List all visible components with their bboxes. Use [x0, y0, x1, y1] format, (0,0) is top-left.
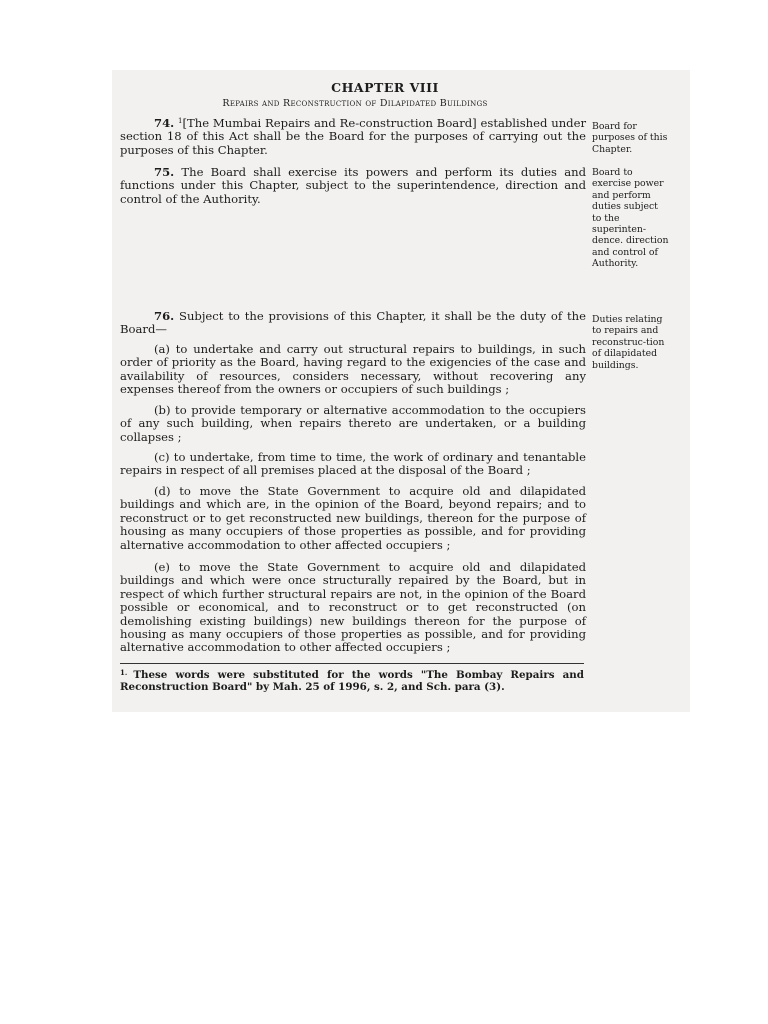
clause-label: (a) — [154, 342, 170, 356]
clause-label: (c) — [154, 450, 170, 464]
section-number: 76. — [154, 309, 175, 323]
margin-note-74: Board for purposes of this Chapter. — [592, 121, 668, 155]
section-text: [The Mumbai Repairs and Re-construction Board] established under section 18 of this Act shall be the Board for the purposes of carrying out the purposes of this Chapter. — [120, 116, 586, 157]
section-number: 75. — [154, 165, 175, 179]
clause-label: (b) — [154, 403, 171, 417]
footnote-ref: 1 — [178, 117, 183, 125]
clause-a — [120, 343, 586, 397]
clause-label: (e) — [154, 560, 170, 574]
margin-note-75: Board to exercise power and perform duties subject to the superinten-dence. direction and control of Authority. — [592, 167, 669, 270]
footnote-text: These words were substituted for the words "The Bombay Repairs and Reconstruction Board" by Mah. 25 of 1996, s. 2, and Sch. para (3). — [120, 669, 584, 694]
section-75 — [120, 166, 586, 206]
section-76 — [120, 310, 586, 337]
footnote-divider — [120, 663, 584, 664]
chapter-subtitle: Repairs and Reconstruction of Dilapidated Buildings — [222, 98, 488, 109]
clause-c — [120, 451, 586, 478]
chapter-title: CHAPTER VIII — [331, 80, 439, 95]
clause-d — [120, 485, 586, 552]
clause-text: to move the State Government to acquire old and dilapidated buildings and which are, in the opinion of the Board, beyond repairs; and to reconstruct or to get reconstructed new buildings, thereon for the purpose of housing as many occupiers of those properties as possible, and for providing alternative accommodation to other affected occupiers ; — [120, 484, 587, 552]
footnote-marker: 1. — [120, 668, 128, 677]
clause-label: (d) — [154, 484, 171, 498]
clause-text: to move the State Government to acquire old and dilapidated buildings and which were once structurally repaired by the Board, but in respect of which further structural repairs are not, in the opinion of the Board possible or economical, and to reconstruct or to get reconstructed (on demolishing existing buildings) new buildings thereon for the purpose of housing as many occupiers of those properties as possible, and for providing alternative accommodation to other affected occupiers ; — [120, 560, 586, 655]
clause-e — [120, 561, 586, 655]
section-number: 74. — [154, 116, 175, 130]
section-text: Subject to the provisions of this Chapter, it shall be the duty of the Board— — [120, 309, 586, 337]
footnote — [120, 667, 584, 693]
margin-note-76: Duties relating to repairs and reconstruc-tion of dilapidated buildings. — [592, 314, 665, 371]
section-text: The Board shall exercise its powers and perform its duties and functions under this Chapter, subject to the superintendence, direction and control of the Authority. — [120, 165, 586, 206]
clause-text: to provide temporary or alternative accommodation to the occupiers of any such building, when repairs thereto are undertaken, or a building collapses ; — [120, 403, 586, 444]
clause-text: to undertake, from time to time, the work of ordinary and tenantable repairs in respect of all premises placed at the disposal of the Board ; — [120, 450, 587, 478]
clause-b — [120, 404, 586, 444]
section-74 — [120, 117, 586, 157]
clause-text: to undertake and carry out structural repairs to buildings, in such order of priority as the Board, having regard to the exigencies of the case and availability of resources, considers necessary, without recovering any expenses thereof from the owners or occupiers of such buildings ; — [120, 342, 586, 397]
